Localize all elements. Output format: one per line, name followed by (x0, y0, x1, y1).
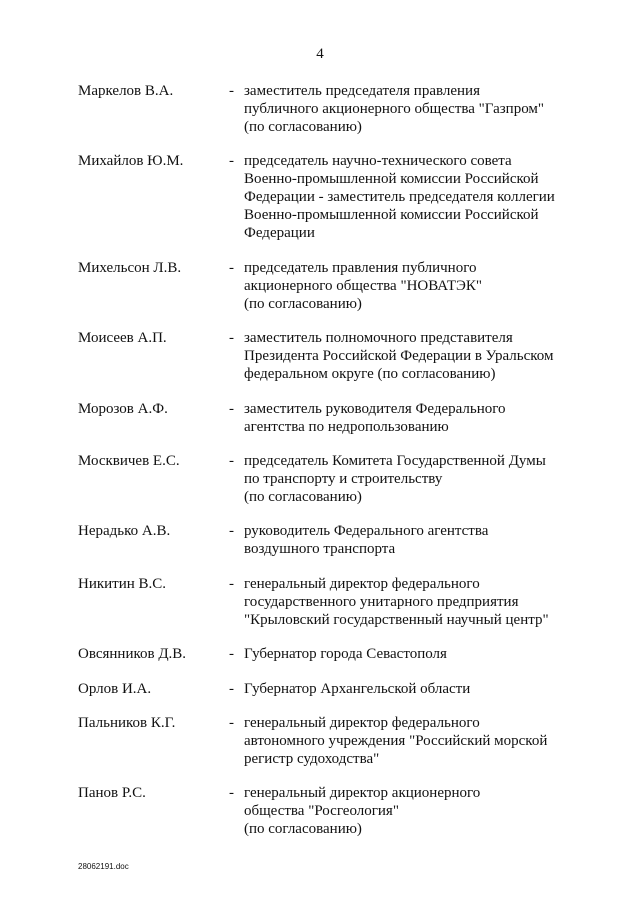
member-role (244, 82, 578, 136)
member-role-line: "Крыловский государственный научный центр" (244, 611, 549, 628)
member-entry (78, 152, 578, 242)
member-role-line: председатель научно-технического совета (244, 153, 512, 170)
member-role-line: Военно-промышленной комиссии Российской (244, 171, 539, 188)
separator-dash: - (229, 523, 234, 540)
separator-dash: - (229, 83, 234, 99)
member-role-line: по транспорту и строительству (244, 470, 443, 487)
separator-dash: - (229, 452, 234, 469)
separator-dash: - (229, 785, 234, 802)
member-role-line: общества "Росгеология" (244, 803, 399, 820)
member-name: Никитин В.С. (78, 575, 167, 592)
separator-dash: - (229, 153, 234, 170)
member-role-line: автономного учреждения "Российский морской (244, 732, 548, 749)
member-role (244, 575, 578, 629)
member-role (244, 329, 578, 383)
member-role (244, 714, 578, 768)
member-entry (78, 645, 578, 663)
member-role-line: генеральный директор федерального (244, 714, 480, 731)
member-role-line: председатель Комитета Государственной Думы (244, 452, 546, 469)
member-name: Михельсон Л.В. (78, 259, 182, 276)
member-role-line: (по согласованию) (244, 488, 362, 505)
member-role-line: Федерации - заместитель председателя коллегии (244, 189, 555, 206)
member-name: Орлов И.А. (78, 680, 152, 697)
member-role (244, 452, 578, 506)
member-name: Маркелов В.А. (78, 83, 174, 99)
member-role (244, 680, 578, 698)
member-entry (78, 575, 578, 629)
member-role-line: генеральный директор федерального (244, 575, 480, 592)
member-role-line: Губернатор города Севастополя (244, 646, 447, 663)
member-list (78, 82, 578, 838)
member-role-line: (по согласованию) (244, 295, 362, 312)
member-role-line: акционерного общества "НОВАТЭК" (244, 277, 483, 294)
member-role-line: заместитель полномочного представителя (244, 330, 513, 347)
member-role-line: агентства по недропользованию (244, 418, 449, 435)
member-role-line: (по согласованию) (244, 821, 362, 838)
member-name: Пальников К.Г. (78, 714, 176, 731)
member-entry (78, 82, 578, 136)
member-role-line: заместитель председателя правления (244, 83, 480, 99)
member-name: Морозов А.Ф. (78, 400, 168, 417)
member-entry (78, 680, 578, 698)
separator-dash: - (229, 259, 234, 276)
member-role-line: генеральный директор акционерного (244, 785, 481, 802)
separator-dash: - (229, 575, 234, 592)
member-role-line: руководитель Федерального агентства (244, 523, 489, 540)
page-number: 4 (316, 46, 324, 62)
separator-dash: - (229, 714, 234, 731)
member-role-line: Президента Российской Федерации в Уральском (244, 348, 554, 365)
member-name: Михайлов Ю.М. (78, 153, 184, 170)
member-role-line: публичного акционерного общества "Газпром" (244, 101, 545, 117)
member-role-line: государственного унитарного предприятия (244, 593, 519, 610)
member-role-line: федеральном округе (по согласованию) (244, 366, 496, 383)
member-role-line: (по согласованию) (244, 119, 362, 135)
member-name: Нерадько А.В. (78, 523, 171, 540)
separator-dash: - (229, 400, 234, 417)
member-role-line: регистр судоходства" (244, 750, 380, 767)
member-name: Панов Р.С. (78, 785, 146, 802)
member-role (244, 259, 578, 313)
member-entry (78, 259, 578, 313)
member-entry (78, 522, 578, 558)
member-entry (78, 452, 578, 506)
member-role (244, 645, 578, 663)
member-entry (78, 784, 578, 838)
member-role (244, 400, 578, 436)
file-name-footer: 28062191.doc (78, 862, 129, 871)
member-role (244, 784, 578, 838)
member-role-line: Военно-промышленной комиссии Российской (244, 207, 539, 224)
member-name: Москвичев Е.С. (78, 452, 180, 469)
separator-dash: - (229, 646, 234, 663)
member-name: Овсянников Д.В. (78, 646, 187, 663)
member-role-line: Губернатор Архангельской области (244, 680, 471, 697)
member-entry (78, 400, 578, 436)
member-role-line: заместитель руководителя Федерального (244, 400, 506, 417)
member-role (244, 152, 578, 242)
separator-dash: - (229, 680, 234, 697)
member-role-line: воздушного транспорта (244, 541, 396, 558)
member-entry (78, 329, 578, 383)
member-role (244, 522, 578, 558)
member-name: Моисеев А.П. (78, 330, 167, 347)
member-role-line: Федерации (244, 225, 315, 242)
member-role-line: председатель правления публичного (244, 259, 477, 276)
separator-dash: - (229, 330, 234, 347)
member-entry (78, 714, 578, 768)
